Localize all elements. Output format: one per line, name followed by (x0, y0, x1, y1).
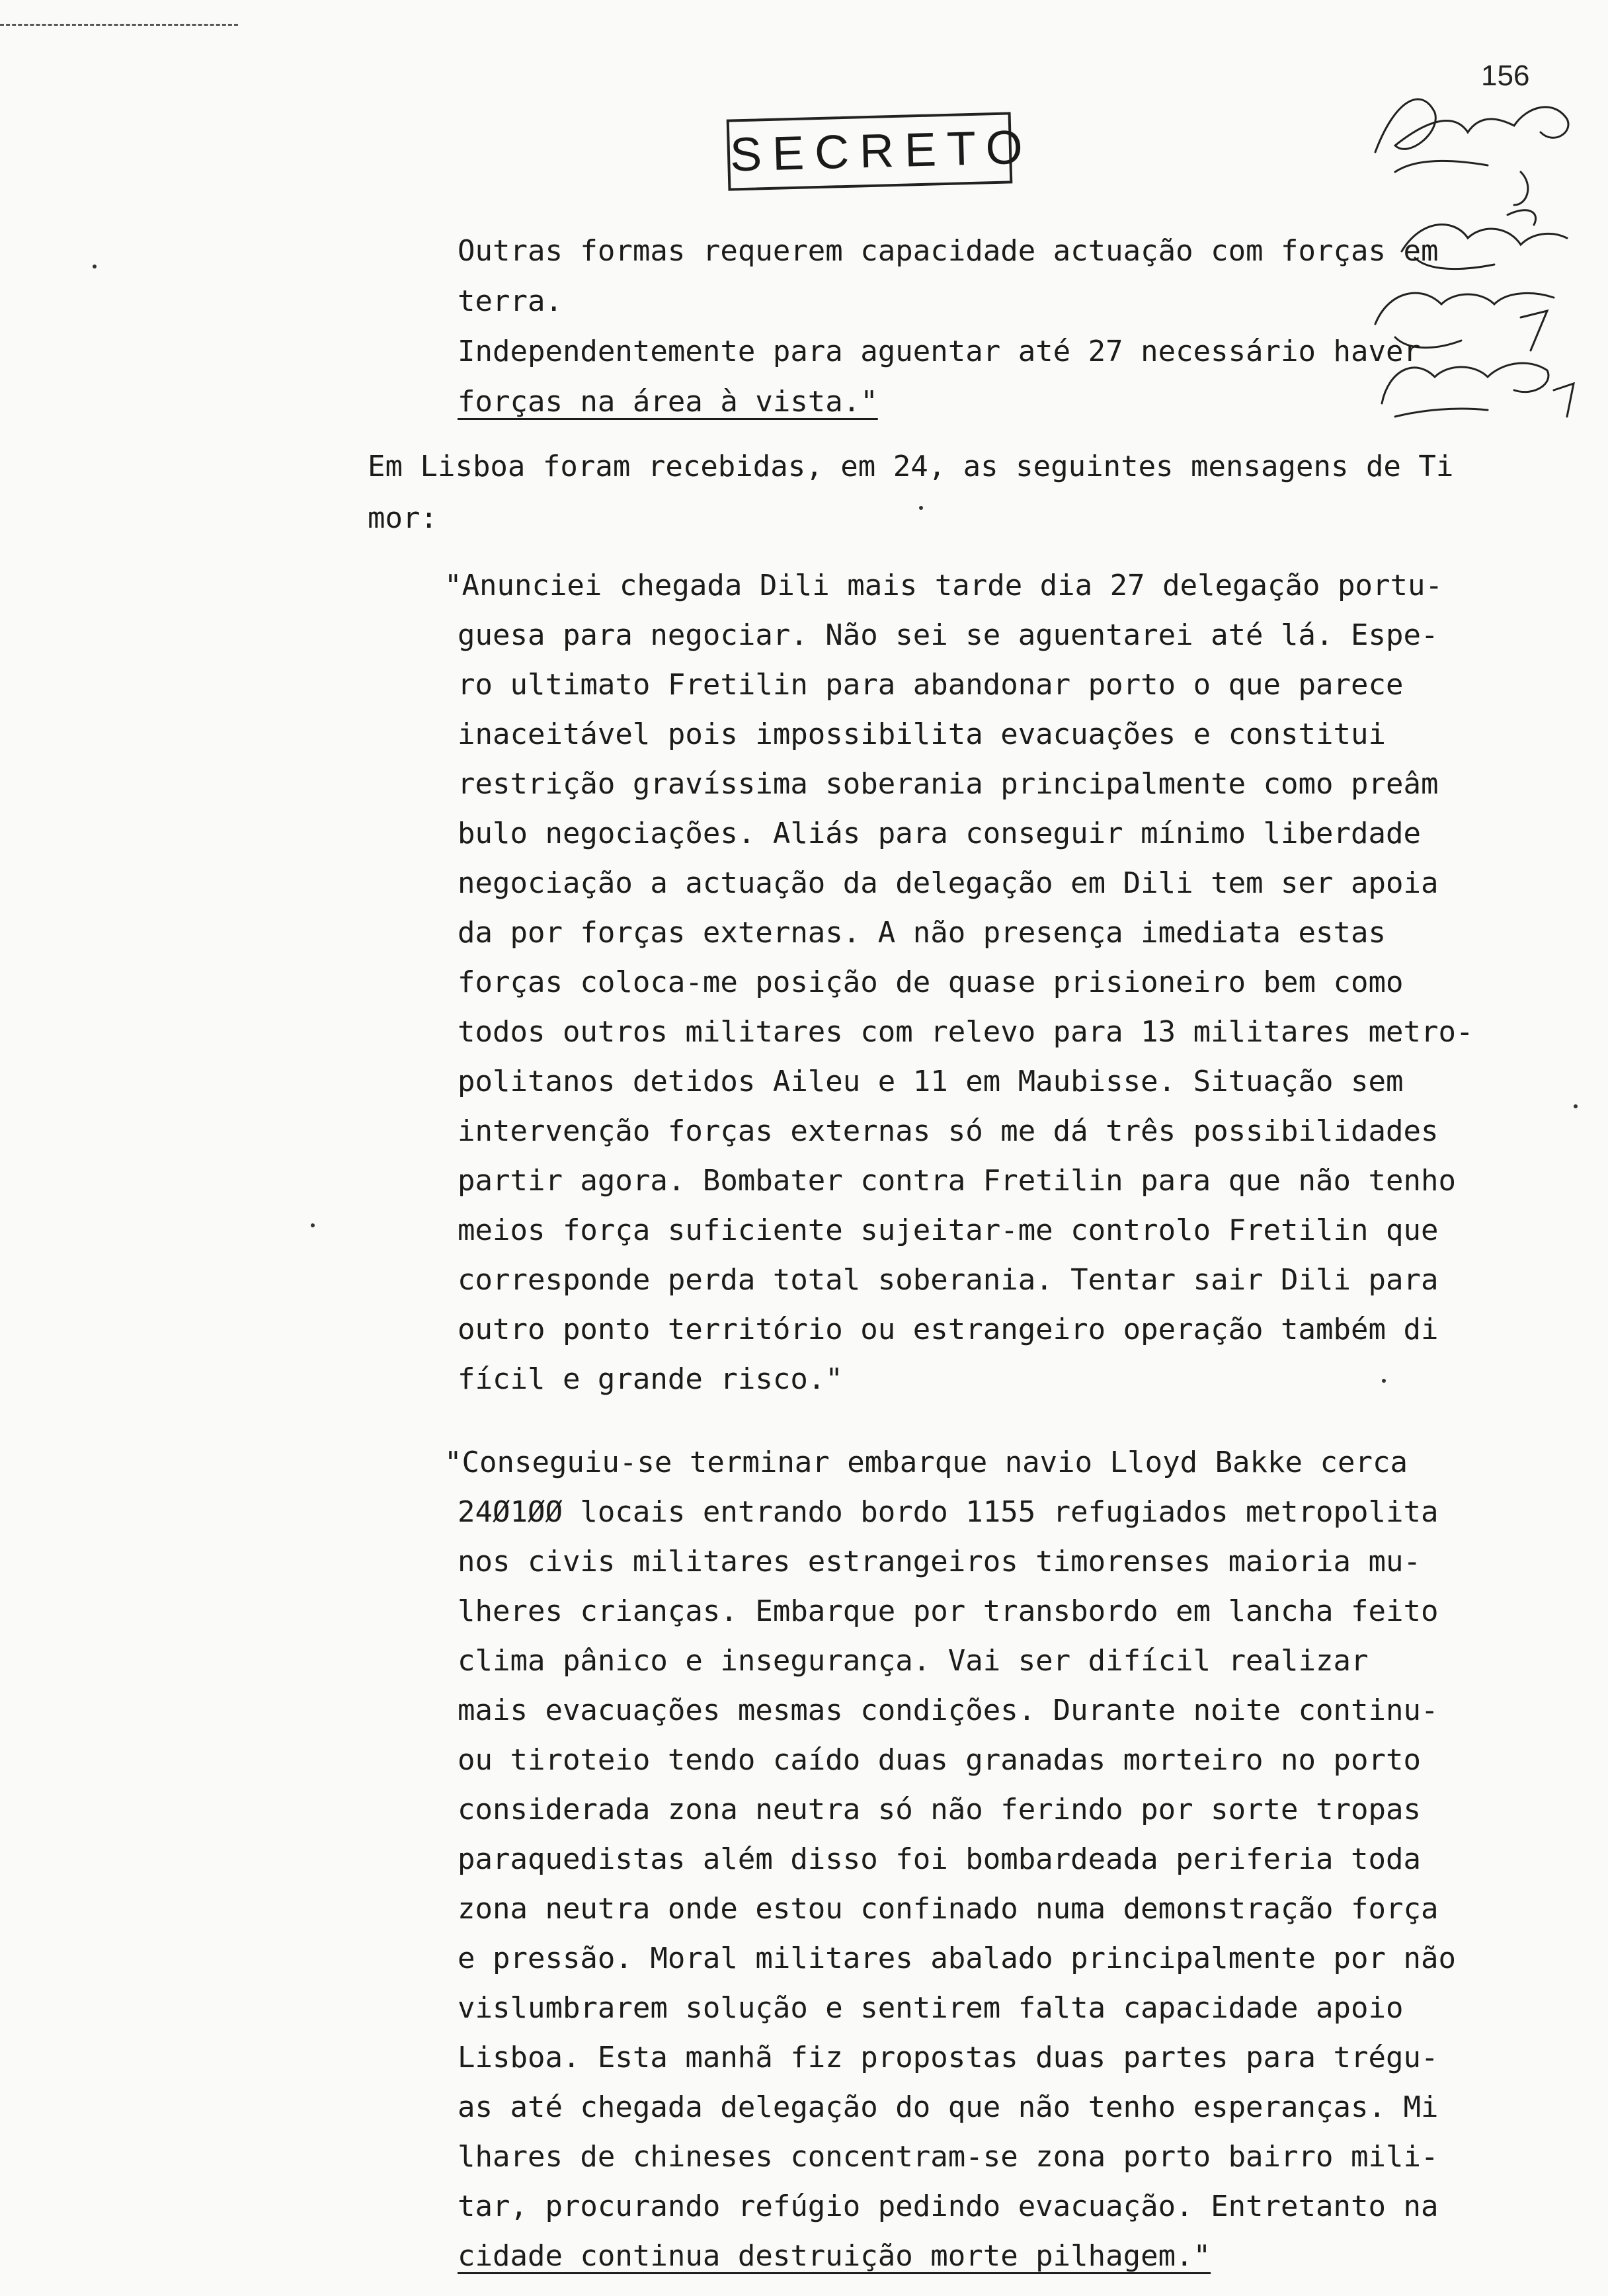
intro-line: Independentemente para aguentar até 27 necessário haver (458, 335, 1421, 368)
message-2-line: vislumbrarem solução e sentirem falta capacidade apoio (458, 1991, 1404, 2025)
message-1-line: politanos detidos Aileu e 11 em Maubisse. Situação sem (458, 1065, 1404, 1098)
scan-speck (93, 265, 97, 268)
message-2-line: e pressão. Moral militares abalado principalmente por não (458, 1942, 1456, 1975)
message-2-line: as até chegada delegação do que não tenho esperanças. Mi (458, 2090, 1439, 2124)
message-1-line: corresponde perda total soberania. Tentar sair Dili para (458, 1263, 1439, 1297)
intro-line: terra. (458, 284, 563, 318)
message-2-line: ou tiroteio tendo caído duas granadas morteiro no porto (458, 1743, 1421, 1777)
message-1-line: "Anunciei chegada Dili mais tarde dia 27 delegação portu- (444, 569, 1443, 602)
message-2-line: mais evacuações mesmas condições. Durante noite continu- (458, 1694, 1439, 1727)
body-line: mor: (368, 501, 438, 535)
message-1-line: negociação a actuação da delegação em Dili tem ser apoia (458, 866, 1439, 900)
message-1-line: partir agora. Bombater contra Fretilin para que não tenho (458, 1164, 1456, 1198)
message-2-line: clima pânico e insegurança. Vai ser difícil realizar (458, 1644, 1369, 1678)
message-1-line: inaceitável pois impossibilita evacuações e constitui (458, 718, 1386, 751)
message-2-line: 24Ø1ØØ locais entrando bordo 1155 refugiados metropolita (458, 1495, 1439, 1529)
message-1-line: outro ponto território ou estrangeiro operação também di (458, 1313, 1439, 1346)
message-1-line: todos outros militares com relevo para 13 militares metro- (458, 1015, 1474, 1049)
message-2-line: nos civis militares estrangeiros timorenses maioria mu- (458, 1545, 1421, 1578)
scan-speck (1574, 1104, 1578, 1108)
message-2-line: considerada zona neutra só não ferindo por sorte tropas (458, 1793, 1421, 1826)
scan-speck (311, 1223, 315, 1227)
message-1-line: restrição gravíssima soberania principalmente como preâm (458, 767, 1439, 801)
intro-line: forças na área à vista." (458, 385, 878, 419)
message-1-line: meios força suficiente sujeitar-me controlo Fretilin que (458, 1213, 1439, 1247)
message-2-line: lhares de chineses concentram-se zona porto bairro mili- (458, 2140, 1439, 2174)
classification-stamp: SECRETO (727, 112, 1013, 190)
message-1-line: guesa para negociar. Não sei se aguentarei até lá. Espe- (458, 618, 1439, 652)
message-2-line: cidade continua destruição morte pilhagem." (458, 2239, 1211, 2273)
body-line: Em Lisboa foram recebidas, em 24, as seguintes mensagens de Ti (368, 450, 1454, 483)
intro-line: Outras formas requerem capacidade actuação com forças em (458, 234, 1439, 268)
scan-speck (919, 506, 923, 510)
message-2-line: Lisboa. Esta manhã fiz propostas duas partes para trégu- (458, 2041, 1439, 2074)
message-2-line: paraquedistas além disso foi bombardeada periferia toda (458, 1842, 1421, 1876)
message-2-line: zona neutra onde estou confinado numa demonstração força (458, 1892, 1439, 1926)
message-1-line: ro ultimato Fretilin para abandonar porto o que parece (458, 668, 1404, 702)
message-2-line: lheres crianças. Embarque por transbordo em lancha feito (458, 1594, 1439, 1628)
scan-speck (1382, 1379, 1386, 1383)
message-1-line: da por forças externas. A não presença imediata estas (458, 916, 1386, 950)
message-1-line: bulo negociações. Aliás para conseguir mínimo liberdade (458, 817, 1421, 850)
message-1-line: fícil e grande risco." (458, 1362, 843, 1396)
page-number: 156 (1481, 60, 1530, 92)
message-2-line: "Conseguiu-se terminar embarque navio Lloyd Bakke cerca (444, 1446, 1408, 1479)
message-2-line: tar, procurando refúgio pedindo evacuação. Entretanto na (458, 2190, 1439, 2223)
message-1-line: intervenção forças externas só me dá três possibilidades (458, 1114, 1439, 1148)
top-edge-rule (0, 24, 238, 26)
message-1-line: forças coloca-me posição de quase prisioneiro bem como (458, 965, 1404, 999)
